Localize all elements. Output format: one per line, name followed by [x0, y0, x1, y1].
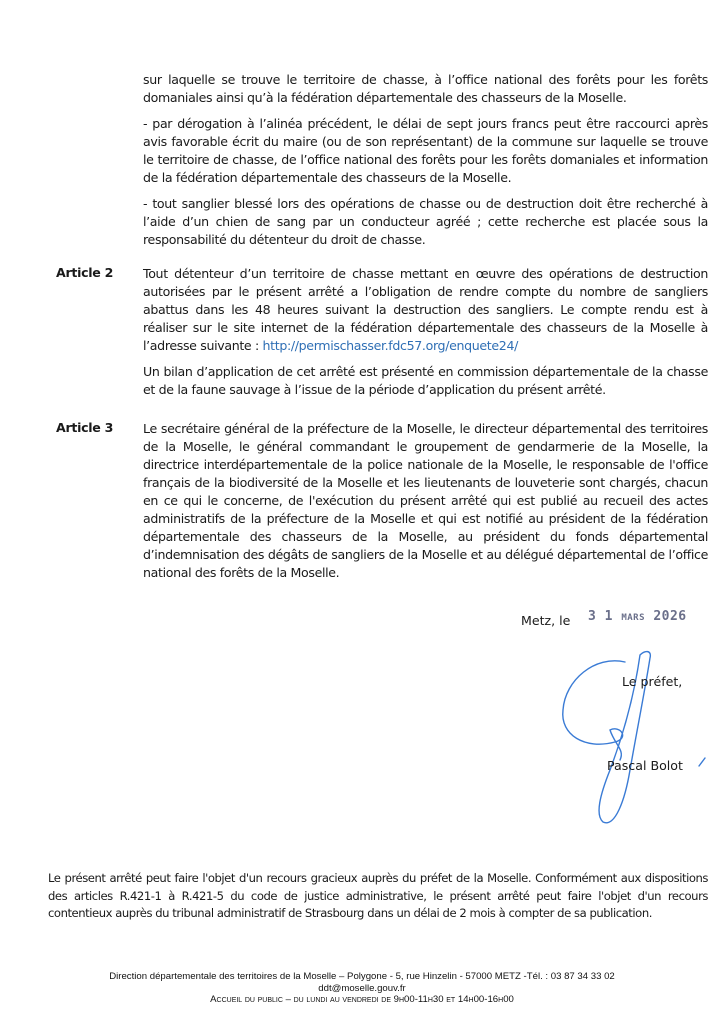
date-stamp: [588, 609, 687, 624]
article-2-paragraph-2: Un bilan d’application de cet arrêté est présenté en commission départementale de la chasse et de la faune sauvage à l’issue de la période d’application du présent arrêté.: [143, 364, 708, 397]
continuation-paragraph: sur laquelle se trouve le territoire de chasse, à l’office national des forêts pour les forêts domaniales ainsi qu’à la fédération départementale des chasseurs de la Moselle.: [143, 72, 708, 105]
signatory-name: Pascal Bolot: [607, 758, 683, 773]
stamp-month: MARS: [621, 613, 645, 623]
report-link[interactable]: http://permischasser.fdc57.org/enquete24/: [262, 338, 518, 353]
footer-address: Direction départementale des territoires de la Moselle – Polygone - 5, rue Hinzelin - 57000 METZ -Tél. : 03 87 34 33 02: [109, 971, 615, 982]
article-3-body: [143, 420, 708, 590]
footer-email[interactable]: ddt@moselle.gouv.fr: [318, 982, 406, 994]
derogation-paragraph: - par dérogation à l’alinéa précédent, le délai de sept jours francs peut être raccourci après avis favorable écrit du maire (ou de son représentant) de la commune sur laquelle se trouve le territoire de chasse, de l’office national des forêts pour les forêts domaniales et information de la fédération départementale des chasseurs de la Moselle.: [143, 116, 708, 185]
signature-loop: [563, 661, 625, 760]
signature-flourish: [699, 758, 705, 766]
article-3-label: Article 3: [56, 420, 114, 435]
appeal-notice: Le présent arrêté peut faire l'objet d'un recours gracieux auprès du préfet de la Moselle. Conformément aux dispositions des articles R.421-1 à R.421-5 du code de justice administrative, le présent arrêté peut faire l'objet d'un recours contentieux auprès du tribunal administratif de Strasbourg dans un délai de 2 mois à compter de sa publication.: [48, 871, 708, 920]
article-2-label: Article 2: [56, 265, 114, 280]
continuation-text: [143, 71, 708, 257]
stamp-year: 2026: [653, 609, 687, 624]
wounded-boar-paragraph: - tout sanglier blessé lors des opérations de chasse ou de destruction doit être recherché à l’aide d’un chien de sang par un conducteur agréé ; cette recherche est placée sous la responsabilité du détenteur du droit de chasse.: [143, 196, 708, 247]
signature-place: Metz, le: [521, 613, 571, 628]
footer-hours: Accueil du public – du lundi au vendredi de 9h00-11h30 et 14h00-16h00: [210, 994, 514, 1005]
article-2-text: Tout détenteur d’un territoire de chasse mettant en œuvre des opérations de destruction autorisées par le présent arrêté a l’obligation de rendre compte du nombre de sangliers abattus dans les 48 heures suivant la destruction des sangliers. Le compte rendu est à réaliser sur le site internet de la fédération départementale des chasseurs de la Moselle à l’adresse suivante :: [143, 266, 708, 353]
stamp-day: 3 1: [588, 609, 613, 624]
article-3-paragraph: Le secrétaire général de la préfecture de la Moselle, le directeur départemental des territoires de la Moselle, le général commandant le groupement de gendarmerie de la Moselle, la directrice interdépartementale de la police nationale de la Moselle, le responsable de l'office français de la biodiversité de la Moselle et les lieutenants de louveterie sont chargés, chacun en ce qui le concerne, de l'exécution du présent arrêté qui est publié au recueil des actes administratifs de la préfecture de la Moselle et qui est notifié au président de la fédération départementale des chasseurs de la Moselle, au président du fonds départemental d’indemnisation des dégâts de sangliers de la Moselle et au délégué départemental de l’office national des forêts de la Moselle.: [143, 421, 708, 580]
footer: [0, 971, 724, 1006]
signatory-title: Le préfet,: [622, 674, 683, 689]
article-2-body: [143, 265, 708, 407]
article-2-paragraph-1: [143, 265, 708, 355]
